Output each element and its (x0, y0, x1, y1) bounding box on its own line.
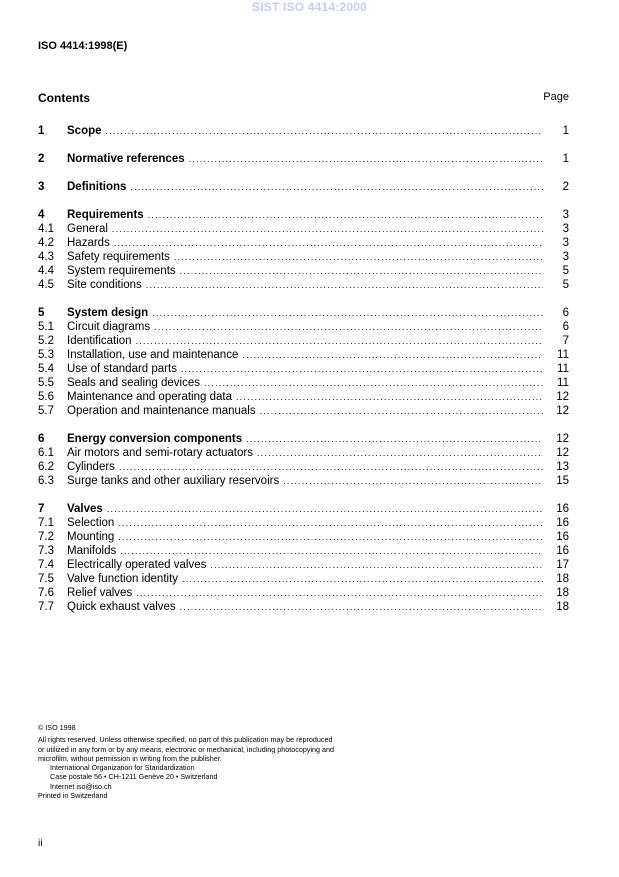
toc-page-number: 6 (562, 307, 569, 319)
toc-page-number: 7 (562, 335, 569, 347)
toc-subclause-entry[interactable] (38, 236, 569, 250)
toc-page-number: 12 (556, 433, 569, 445)
printed-in: Printed in Switzerland (38, 791, 108, 801)
toc-title: Quick exhaust valves (67, 601, 176, 613)
toc-subclause-entry[interactable] (38, 334, 569, 348)
toc-dot-leader (210, 558, 543, 572)
toc-subclause-entry[interactable] (38, 376, 569, 390)
toc-number: 4.2 (38, 237, 54, 249)
toc-subclause-entry[interactable] (38, 516, 569, 530)
toc-title: Hazards (67, 237, 110, 249)
rights-notice-line: or utilized in any form or by any means, electronic or mechanical, including photocopying and (38, 744, 335, 754)
toc-dot-leader (148, 208, 543, 222)
toc-dot-leader (119, 460, 543, 474)
toc-subclause-entry[interactable] (38, 600, 569, 614)
toc-page-number: 3 (562, 223, 569, 235)
toc-dot-leader (180, 600, 543, 614)
toc-page-number: 15 (556, 475, 569, 487)
toc-dot-leader (180, 264, 543, 278)
toc-title: System requirements (67, 265, 176, 277)
toc-number: 4 (38, 209, 45, 221)
toc-page-number: 18 (556, 601, 569, 613)
toc-subclause-entry[interactable] (38, 446, 569, 460)
toc-number: 3 (38, 181, 45, 193)
toc-subclause-entry[interactable] (38, 474, 569, 488)
toc-page-number: 12 (556, 405, 569, 417)
toc-number: 7 (38, 503, 45, 515)
toc-clause-entry[interactable] (38, 152, 569, 166)
toc-number: 7.1 (38, 517, 54, 529)
toc-page-number: 3 (562, 209, 569, 221)
toc-number: 5.2 (38, 335, 54, 347)
toc-subclause-entry[interactable] (38, 558, 569, 572)
toc-title: Maintenance and operating data (67, 391, 232, 403)
page-folio: ii (38, 838, 43, 849)
toc-dot-leader (114, 236, 543, 250)
toc-section-group (38, 124, 569, 138)
toc-page-number: 5 (562, 265, 569, 277)
toc-dot-leader (204, 376, 543, 390)
toc-dot-leader (181, 362, 543, 376)
toc-number: 7.3 (38, 545, 54, 557)
toc-subclause-entry[interactable] (38, 222, 569, 236)
table-of-contents (38, 124, 569, 628)
toc-dot-leader (246, 432, 543, 446)
toc-subclause-entry[interactable] (38, 460, 569, 474)
toc-clause-entry[interactable] (38, 180, 569, 194)
toc-section-group (38, 502, 569, 614)
toc-page-number: 5 (562, 279, 569, 291)
toc-title: Valves (67, 503, 103, 515)
toc-subclause-entry[interactable] (38, 264, 569, 278)
toc-title: Mounting (67, 531, 115, 543)
toc-subclause-entry[interactable] (38, 544, 569, 558)
toc-dot-leader (174, 250, 543, 264)
toc-dot-leader (120, 544, 543, 558)
toc-section-group (38, 180, 569, 194)
toc-dot-leader (118, 530, 543, 544)
toc-number: 7.4 (38, 559, 54, 571)
toc-section-group (38, 208, 569, 292)
toc-page-number: 18 (556, 573, 569, 585)
toc-title: Electrically operated valves (67, 559, 207, 571)
toc-title: Use of standard parts (67, 363, 177, 375)
toc-title: Surge tanks and other auxiliary reservoirs (67, 475, 280, 487)
toc-number: 5.5 (38, 377, 54, 389)
toc-title: Seals and sealing devices (67, 377, 200, 389)
toc-subclause-entry[interactable] (38, 362, 569, 376)
toc-subclause-entry[interactable] (38, 530, 569, 544)
toc-clause-entry[interactable] (38, 208, 569, 222)
toc-subclause-entry[interactable] (38, 572, 569, 586)
address-line: International Organization for Standardization (50, 763, 195, 773)
toc-page-number: 13 (556, 461, 569, 473)
toc-number: 4.5 (38, 279, 54, 291)
toc-number: 5.7 (38, 405, 54, 417)
copyright-block (38, 723, 334, 800)
toc-dot-leader (130, 180, 543, 194)
toc-subclause-entry[interactable] (38, 278, 569, 292)
toc-subclause-entry[interactable] (38, 320, 569, 334)
toc-subclause-entry[interactable] (38, 250, 569, 264)
toc-dot-leader (152, 306, 543, 320)
toc-page-number: 17 (556, 559, 569, 571)
toc-title: Normative references (67, 153, 185, 165)
address-line: Case postale 56 • CH-1211 Genève 20 • Switzerland (50, 772, 218, 782)
toc-number: 7.7 (38, 601, 54, 613)
contents-title: Contents (38, 91, 90, 105)
toc-number: 7.6 (38, 587, 54, 599)
toc-number: 6.1 (38, 447, 54, 459)
toc-title: Energy conversion components (67, 433, 243, 445)
toc-subclause-entry[interactable] (38, 404, 569, 418)
toc-subclause-entry[interactable] (38, 586, 569, 600)
toc-dot-leader (283, 474, 543, 488)
toc-number: 5.1 (38, 321, 54, 333)
toc-number: 7.5 (38, 573, 54, 585)
toc-page-number: 12 (556, 447, 569, 459)
toc-clause-entry[interactable] (38, 432, 569, 446)
toc-page-number: 2 (562, 181, 569, 193)
toc-dot-leader (106, 124, 543, 138)
toc-title: Definitions (67, 181, 127, 193)
toc-page-number: 16 (556, 545, 569, 557)
toc-number: 2 (38, 153, 45, 165)
toc-dot-leader (260, 404, 543, 418)
watermark: SIST ISO 4414:2000 (252, 0, 367, 14)
toc-clause-entry[interactable] (38, 502, 569, 516)
toc-subclause-entry[interactable] (38, 348, 569, 362)
toc-dot-leader (136, 334, 543, 348)
toc-page-number: 16 (556, 531, 569, 543)
toc-number: 7.2 (38, 531, 54, 543)
toc-title: Scope (67, 125, 102, 137)
toc-dot-leader (146, 278, 543, 292)
toc-number: 6.2 (38, 461, 54, 473)
toc-dot-leader (136, 586, 543, 600)
toc-page-number: 12 (556, 391, 569, 403)
toc-title: Operation and maintenance manuals (67, 405, 256, 417)
toc-number: 6.3 (38, 475, 54, 487)
toc-section-group (38, 306, 569, 418)
toc-dot-leader (242, 348, 543, 362)
toc-title: General (67, 223, 108, 235)
toc-number: 1 (38, 125, 45, 137)
toc-title: Safety requirements (67, 251, 170, 263)
page-column-label: Page (543, 91, 569, 103)
toc-page-number: 16 (556, 503, 569, 515)
toc-dot-leader (182, 572, 543, 586)
toc-dot-leader (189, 152, 543, 166)
toc-number: 5.3 (38, 349, 54, 361)
address-line: Internet iso@iso.ch (50, 781, 112, 791)
toc-page-number: 18 (556, 587, 569, 599)
toc-page-number: 3 (562, 237, 569, 249)
toc-title: Installation, use and maintenance (67, 349, 239, 361)
rights-notice-line: microfilm, without permission in writing from the publisher. (38, 753, 222, 763)
toc-clause-entry[interactable] (38, 124, 569, 138)
toc-number: 5.6 (38, 391, 54, 403)
toc-number: 5 (38, 307, 45, 319)
toc-page-number: 16 (556, 517, 569, 529)
toc-page-number: 6 (562, 321, 569, 333)
toc-page-number: 3 (562, 251, 569, 263)
toc-title: Identification (67, 335, 132, 347)
toc-page-number: 11 (557, 377, 569, 389)
toc-number: 4.4 (38, 265, 54, 277)
toc-title: Circuit diagrams (67, 321, 151, 333)
toc-page-number: 11 (557, 349, 569, 361)
toc-title: Site conditions (67, 279, 142, 291)
toc-dot-leader (257, 446, 543, 460)
toc-subclause-entry[interactable] (38, 390, 569, 404)
toc-dot-leader (154, 320, 543, 334)
toc-section-group (38, 432, 569, 488)
toc-page-number: 1 (562, 125, 569, 137)
toc-title: Manifolds (67, 545, 117, 557)
toc-number: 4.3 (38, 251, 54, 263)
document-id: ISO 4414:1998(E) (38, 40, 128, 52)
toc-page-number: 1 (562, 153, 569, 165)
toc-title: Requirements (67, 209, 144, 221)
toc-section-group (38, 152, 569, 166)
toc-title: Valve function identity (67, 573, 179, 585)
copyright-line: © ISO 1998 (38, 723, 76, 732)
toc-title: Cylinders (67, 461, 115, 473)
toc-number: 6 (38, 433, 45, 445)
toc-dot-leader (118, 516, 543, 530)
toc-clause-entry[interactable] (38, 306, 569, 320)
toc-page-number: 11 (557, 363, 569, 375)
toc-dot-leader (112, 222, 543, 236)
rights-notice-line: All rights reserved. Unless otherwise specified, no part of this publication may be reproduced (38, 735, 333, 745)
toc-title: Relief valves (67, 587, 133, 599)
toc-number: 5.4 (38, 363, 54, 375)
toc-title: Selection (67, 517, 115, 529)
toc-dot-leader (236, 390, 543, 404)
toc-title: System design (67, 307, 149, 319)
toc-number: 4.1 (38, 223, 54, 235)
toc-title: Air motors and semi-rotary actuators (67, 447, 253, 459)
toc-dot-leader (107, 502, 543, 516)
